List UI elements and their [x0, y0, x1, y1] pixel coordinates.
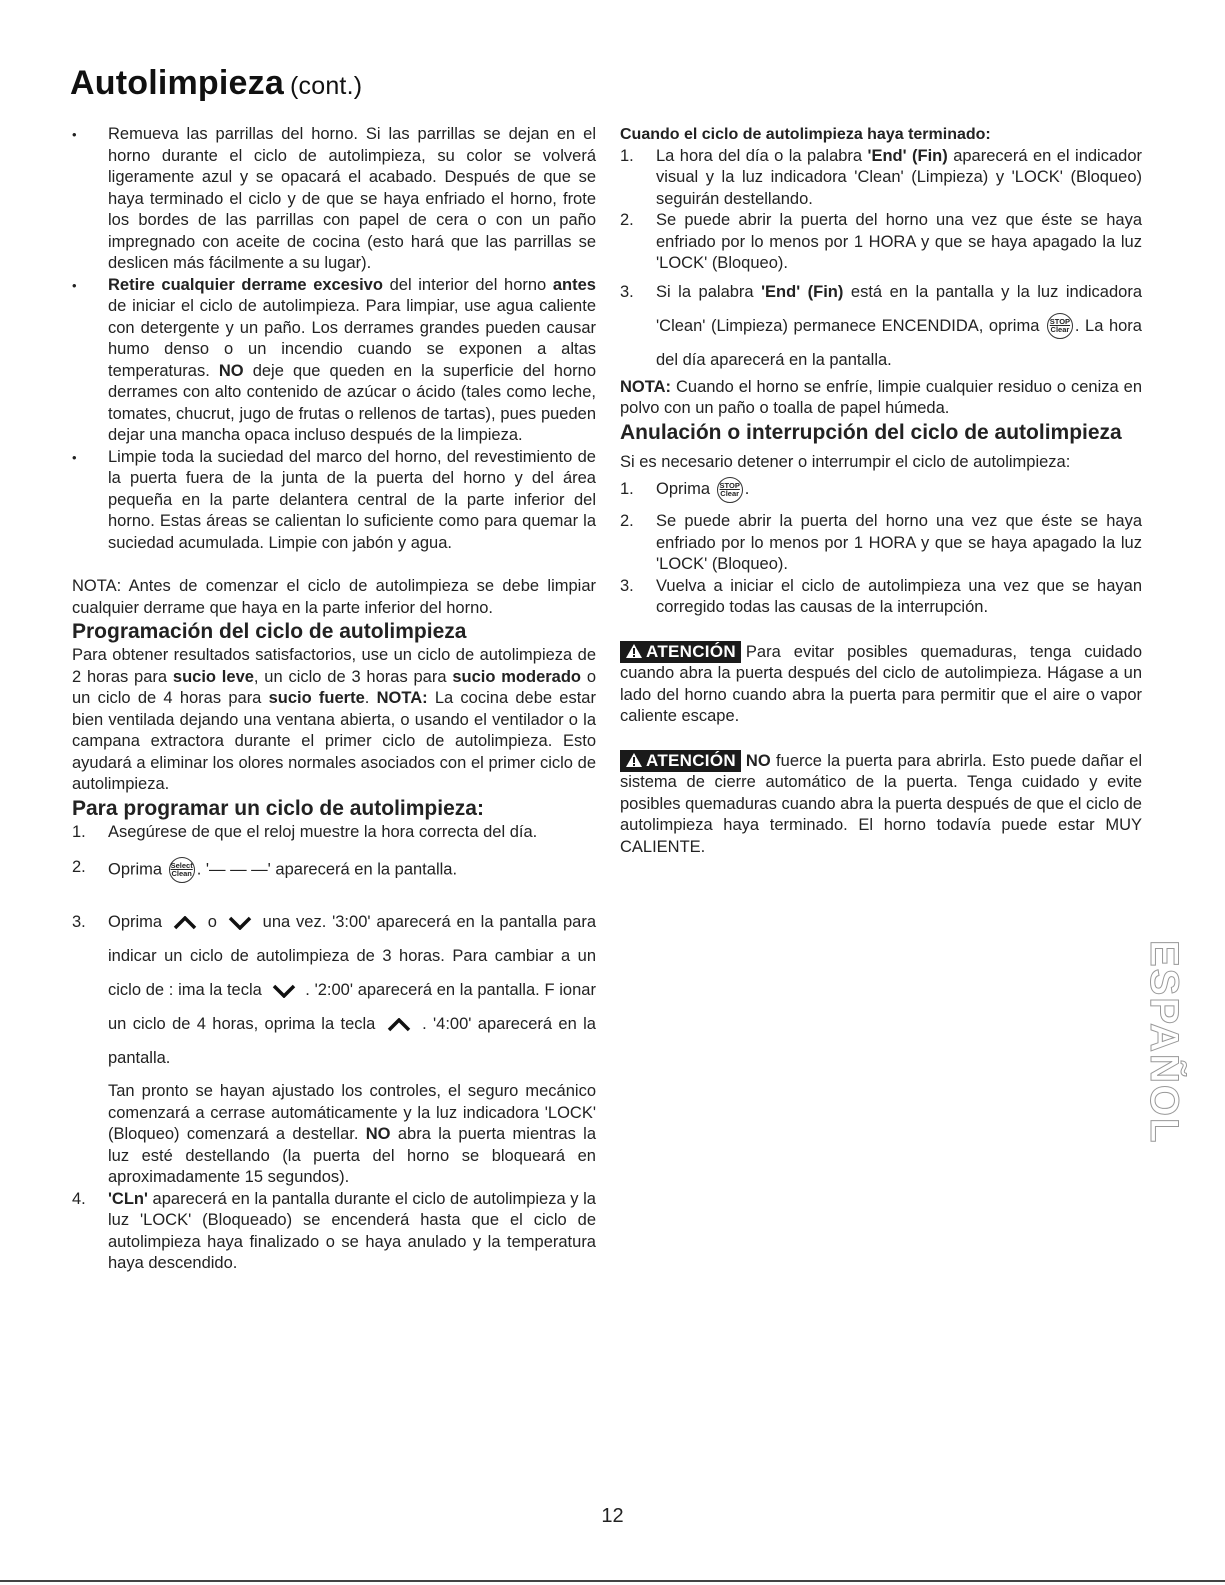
warning-triangle-icon — [625, 752, 643, 768]
step-text: Se puede abrir la puerta del horno una vez que éste se haya enfriado por lo menos por 1 HORA y que se haya apagado la luz 'LOCK' (Bloqueo). — [656, 512, 1142, 573]
program-steps-list — [72, 822, 596, 1275]
program-steps-heading: Para programar un ciclo de autolimpieza: — [72, 796, 484, 820]
cancel-heading: Anulación o interrupción del ciclo de autolimpieza — [620, 420, 1122, 444]
step-text: Vuelva a iniciar el ciclo de autolimpieza una vez que se hayan corregido todas las causas de la interrupción. — [656, 576, 1142, 616]
step-text: Oprima — [108, 860, 163, 879]
warning-badge-label: ATENCIÓN — [646, 641, 736, 661]
step-number: 3. — [620, 282, 634, 301]
up-arrow-icon — [386, 1018, 412, 1032]
bottom-rule — [0, 1580, 1225, 1582]
step-text: aparecerá en la pantalla durante el ciclo de autolimpieza y la luz 'LOCK' (Bloqueado) se encenderá hasta que el ciclo de autolimpieza haya finalizado o se haya anulado y la temperatura haya descendido. — [108, 1189, 596, 1272]
step-4 — [72, 1189, 596, 1275]
step-text: Oprima — [656, 480, 711, 498]
stop-clear-button-icon — [1047, 313, 1073, 339]
icon-label-top: Select — [170, 861, 193, 870]
icon-label-top: STOP — [719, 480, 740, 490]
step-text: . '4:00' aparecerá en la pantalla. — [108, 1015, 596, 1067]
bold-text: 'CLn' — [108, 1189, 148, 1208]
step-text: . '— — —' aparecerá en la pantalla. — [196, 860, 458, 879]
text: Tan pronto se hayan ajustado los controles, el seguro mecánico comenzará a cerrase automáticamente y la luz indicadora 'LOCK' (Bloqueo) comenzará a destellar. — [108, 1082, 596, 1143]
icon-label-bottom: Clear — [720, 488, 740, 498]
bold-text: sucio leve — [172, 667, 254, 686]
step-text: una vez. '3:00' aparecerá en la pantalla para indicar un ciclo de autolimpieza de 3 horas. Para cambiar a un ciclo de : — [108, 913, 596, 999]
step-text: aparecerá en el indicador visual y la luz indicadora 'Clean' (Limpieza) y 'LOCK' (Bloqueo) seguirán destellando. — [656, 146, 1142, 208]
step-text: Si la palabra — [656, 282, 762, 301]
step-number: 2. — [620, 512, 634, 530]
page-number: 12 — [601, 1505, 624, 1527]
cancel-steps-list — [620, 473, 1142, 619]
prep-bullet-list — [72, 124, 596, 554]
bold-text: sucio moderado — [452, 667, 582, 686]
text: La cocina debe estar bien ventilada dejando una ventana abierta, o usando el ventilador o la campana extractora durante el primer ciclo de autolimpieza. Esto ayudará a eliminar los olores normales asociados con el primer ciclo de autolimpieza. — [72, 689, 596, 793]
warning-burn — [620, 641, 1142, 728]
bullet-clean-frame: • Limpie toda la suciedad del marco del horno, del revestimiento de la puerta fuera de la junta de la puerta del horno y del área pequeña en la parte delantera central de la parte inferior del horno. Estas áreas se calientan lo suficiente como para quemar la suciedad acumulada. Limpie con jabón y agua. — [72, 447, 596, 555]
bold-text: antes — [552, 275, 596, 294]
step-number: 1. — [72, 822, 86, 841]
bold-text: NOTA: — [620, 377, 672, 396]
step-text: Asegúrese de que el reloj muestre la hora correcta del día. — [108, 822, 538, 841]
text: del interior del horno — [382, 275, 553, 294]
step-text: ima la tecla — [178, 981, 262, 999]
bold-text: 'End' (Fin) — [761, 282, 844, 301]
step-text: ionar un ciclo de 4 horas, oprima la tecla — [108, 981, 596, 1033]
step-text: Se puede abrir la puerta del horno una vez que éste se haya enfriado por lo menos por 1 HORA y que se haya apagado la luz 'LOCK' (Bloqueo). — [656, 211, 1142, 272]
step-text: o — [207, 913, 217, 931]
text: . — [364, 689, 377, 707]
done-step-1 — [620, 146, 1142, 211]
cancel-step-3 — [620, 576, 1142, 619]
bold-text: NOTA: — [376, 689, 428, 707]
bullet-remove-spills — [72, 275, 596, 447]
warning-force — [620, 750, 1142, 859]
programming-paragraph — [72, 645, 596, 796]
warning-badge-label: ATENCIÓN — [646, 750, 736, 770]
text: abra la puerta mientras la luz esté destellando (la puerta del horno se bloqueará en aproximadamente 15 segundos). — [108, 1125, 597, 1186]
warning-text: fuerce la puerta para abrirla. Esto puede dañar el sistema de cierre automático de la puerta. Tenga cuidado y evite posibles quemaduras cuando abra la puerta después de que el ciclo de autolimpieza haya terminado. El horno todavía puede estar MUY CALIENTE. — [620, 751, 1142, 856]
bold-text: sucio fuerte — [268, 689, 365, 707]
step-3 — [72, 905, 596, 1075]
bold-text: NO — [745, 751, 771, 770]
text: Cuando el horno se enfríe, limpie cualquier residuo o ceniza en polvo con un paño o toalla de papel húmeda. — [620, 377, 1142, 417]
text: o un ciclo de 4 horas para — [72, 667, 596, 707]
done-heading: Cuando el ciclo de autolimpieza haya terminado: — [620, 126, 991, 143]
warning-badge — [620, 750, 741, 772]
step-number: 1. — [620, 146, 634, 165]
down-arrow-icon — [271, 984, 297, 998]
down-arrow-icon — [227, 916, 253, 930]
step-text: . '2:00' aparecerá en la pantalla. F — [305, 981, 555, 999]
step-text: está en la pantalla y la luz indicadora 'Clean' (Limpieza) permanece ENCENDIDA, oprima — [656, 282, 1142, 335]
done-step-3 — [620, 275, 1142, 377]
step-1 — [72, 822, 596, 844]
icon-label-bottom: Clean — [171, 869, 192, 878]
step-text: . La hora del día aparecerá en la pantalla. — [656, 316, 1142, 369]
warning-text: Para evitar posibles quemaduras, tenga cuidado cuando abra la puerta después del ciclo de autolimpieza. Hágase a un lado del horno cuando abra la puerta para permitir que el aire o vapor caliente escape. — [620, 642, 1142, 725]
bold-text: Retire cualquier derrame excesivo — [108, 275, 383, 294]
bold-text: 'End' (Fin) — [867, 146, 948, 165]
bullet-remove-racks: • Remueva las parrillas del horno. Si las parrillas se dejan en el horno durante el ciclo de autolimpieza, su color se volverá ligeramente azul y se opacará el acabado. Después de que se haya terminado el ciclo y de que se haya enfriado el horno, frote los bordes de las parrillas con papel de cera o con un paño impregnado con aceite de cocina (esto hará que las parrillas se deslicen más fácilmente a su lugar). — [72, 124, 596, 275]
bold-text: NO — [365, 1125, 391, 1143]
title-text: Autolimpieza — [70, 64, 284, 102]
done-steps-list — [620, 146, 1142, 377]
text: , un ciclo de 3 horas para — [253, 667, 453, 686]
step-3-paragraph — [72, 1081, 596, 1189]
stop-clear-button-icon — [717, 477, 743, 503]
done-note — [620, 377, 1142, 420]
text: deje que queden en la superficie del horno derrames con alto contenido de azúcar o ácido (tales como leche, tomates, chucrut, jugo de frutas o rellenos de tartas), pues pueden dejar una mancha opaca incluso después de la limpieza. — [108, 361, 596, 444]
page-title — [70, 64, 362, 103]
done-step-2 — [620, 210, 1142, 275]
step-number: 3. — [620, 576, 634, 595]
step-number: 2. — [72, 858, 86, 876]
step-number: 4. — [72, 1189, 86, 1208]
language-side-label: ESPAÑOL — [1142, 940, 1186, 1145]
icon-label-top: STOP — [1049, 317, 1071, 327]
note-paragraph: NOTA: Antes de comenzar el ciclo de autolimpieza se debe limpiar cualquier derrame que haya en la parte inferior del horno. — [72, 577, 596, 617]
step-number: 2. — [620, 211, 634, 229]
cancel-step-2 — [620, 511, 1142, 576]
text: de iniciar el ciclo de autolimpieza. Para limpiar, use agua caliente con detergente y un paño. Los derrames grandes pueden causar humo denso o un incendio cuando se exponen a altas temperaturas. — [108, 297, 596, 380]
cancel-step-1: 1. Oprima STOP Clear . — [620, 473, 1142, 505]
left-column — [72, 124, 596, 1275]
step-text: Oprima — [108, 913, 163, 931]
text: Para obtener resultados satisfactorios, use un ciclo de autolimpieza de 2 horas para — [72, 646, 596, 686]
step-2 — [72, 857, 596, 883]
warning-badge — [620, 641, 741, 663]
icon-label-bottom: Clear — [1050, 325, 1070, 335]
right-column — [620, 124, 1142, 858]
bold-text: NO — [218, 361, 244, 380]
warning-triangle-icon — [625, 643, 643, 659]
up-arrow-icon — [172, 916, 198, 930]
step-number: 1. — [620, 480, 634, 498]
programming-heading: Programación del ciclo de autolimpieza — [72, 620, 467, 643]
select-clean-button-icon — [169, 857, 195, 883]
step-text: La hora del día o la palabra — [656, 146, 868, 165]
title-suffix: (cont.) — [289, 72, 363, 100]
step-number: 3. — [72, 913, 86, 931]
cancel-intro: Si es necesario detener o interrumpir el ciclo de autolimpieza: — [620, 452, 1071, 471]
